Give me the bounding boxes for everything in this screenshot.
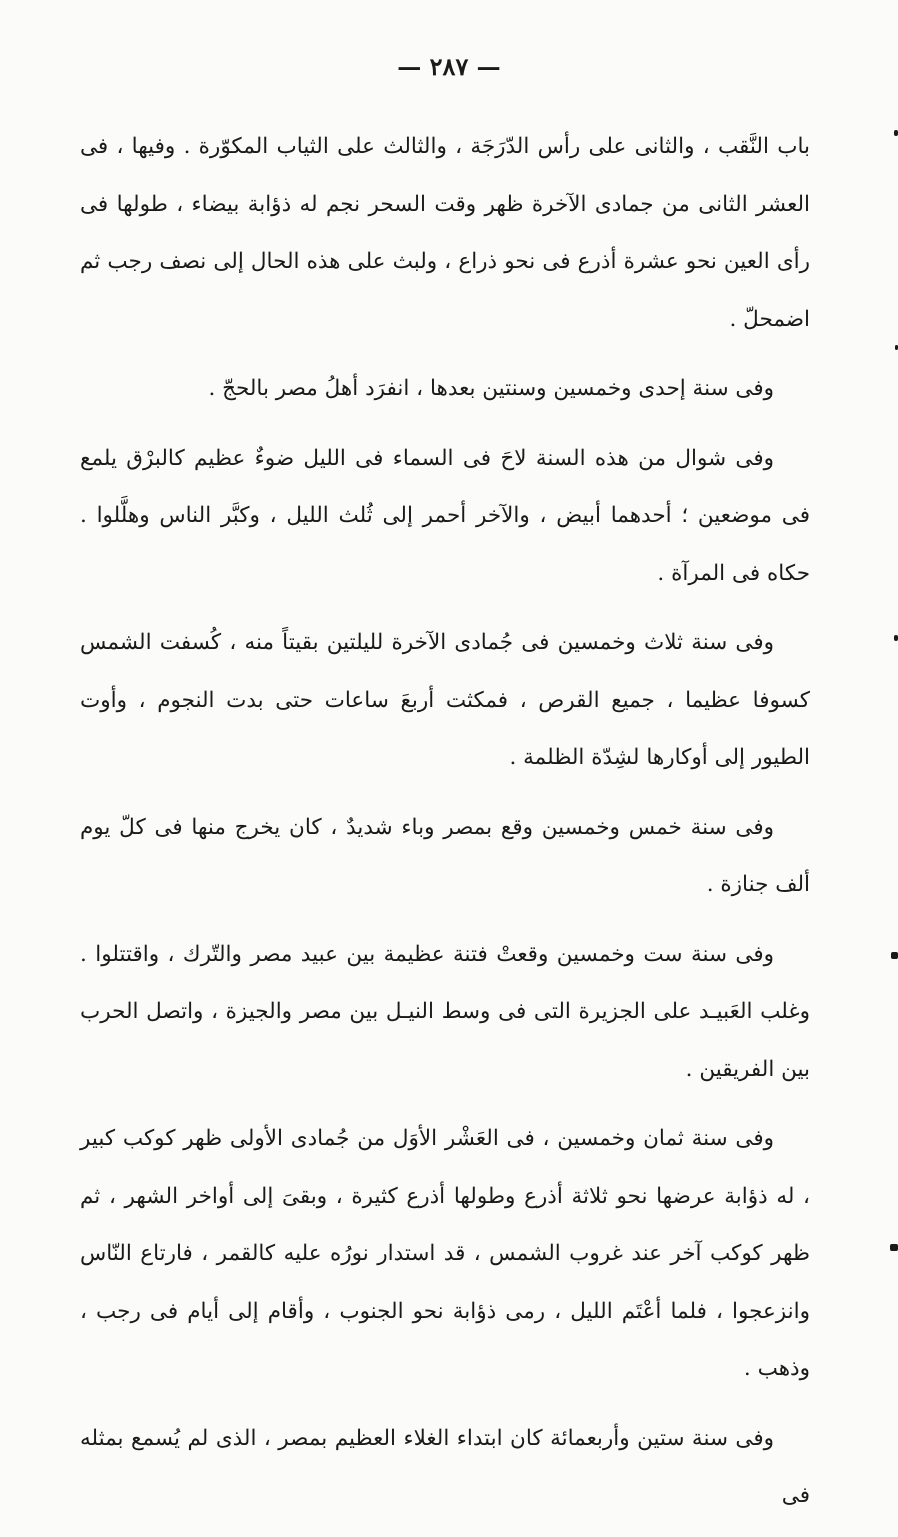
paragraph: وفى سنة خمس وخمسين وقع بمصر وباء شديدٌ ، كان يخرج منها فى كلّ يوم ألف جنازة . — [80, 814, 810, 897]
paragraph: وفى سنة ستين وأربعمائة كان ابتداء الغلاء العظيم بمصر ، الذى لم يُسمع بمثله فى — [80, 1425, 810, 1508]
page-number: — ٢٨٧ — — [397, 52, 501, 81]
scan-mark — [890, 1244, 898, 1251]
paragraph: وفى سنة ثمان وخمسين ، فى العَشْر الأوَل من جُمادى الأولى ظهر كوكب كبير ، له ذؤابة عرضها نحو ثلاثة أذرع وطولها أذرع كثيرة ، وبقىَ إلى أواخر الشهر ، ثم ظهر كوكب آخر عند غروب الشمس ، قد استدار نورُه عليه كالقمر ، فارتاع النّاس وانزعجوا ، فلما أعْتَم الليل ، رمى ذؤابة نحو الجنوب ، وأقام إلى أيام فى رجب ، وذهب . — [80, 1126, 810, 1381]
paragraph: وفى سنة ست وخمسين وقعتْ فتنة عظيمة بين عبيد مصر والتّرك ، واقتتلوا . وغلب العَبيـد على الجزيرة التى فى وسط النيـل بين مصر والجيزة ، واتصل الحرب بين الفريقين . — [80, 941, 810, 1082]
page-body — [80, 118, 810, 1537]
paragraph: وفى سنة ثلاث وخمسين فى جُمادى الآخرة لليلتين بقيتاً منه ، كُسفت الشمس كسوفا عظيما ، جميع القرص ، فمكثت أربعَ ساعات حتى بدت النجوم ، وأوت الطيور إلى أوكارها لشِدّة الظلمة . — [80, 630, 810, 770]
scan-mark — [894, 130, 898, 136]
paragraph: وفى سنة إحدى وخمسين وسنتين بعدها ، انفرَد أهلُ مصر بالحجّ . — [208, 376, 774, 401]
scan-mark — [891, 952, 898, 959]
paragraph: وفى شوال من هذه السنة لاحَ فى السماء فى الليل ضوءٌ عظيم كالبرْق يلمع فى موضعين ؛ أحدهما أبيض ، والآخر أحمر إلى ثُلث الليل ، وكبَّر الناس وهلَّلوا . حكاه فى المرآة . — [80, 445, 810, 586]
scan-mark — [894, 635, 898, 641]
paragraph: باب النَّقب ، والثانى على رأس الدّرَجَة ، والثالث على الثياب المكوّرة . وفيها ، فى العشر الثانى من جمادى الآخرة ظهر وقت السحر نجم له ذؤابة بيضاء ، طولها فى رأى العين نحو عشرة أذرع فى نحو ذراع ، ولبث على هذه الحال إلى نصف رجب ثم اضمحلّ . — [80, 134, 810, 332]
